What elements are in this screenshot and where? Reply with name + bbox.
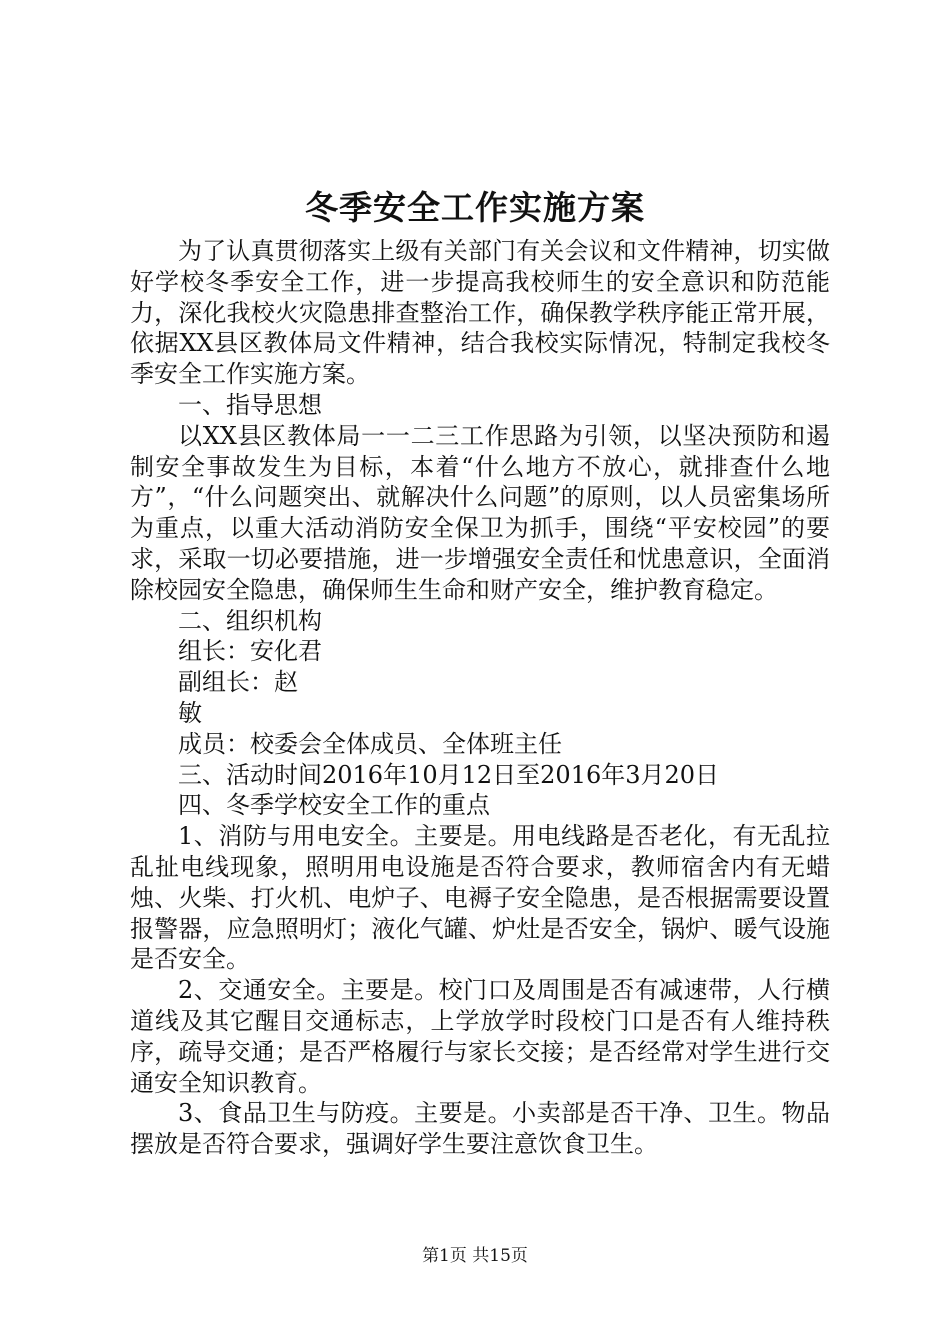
document-body — [130, 236, 830, 1160]
fire-electric-safety-paragraph: 1、消防与用电安全。主要是。用电线路是否老化，有无乱拉乱扯电线现象，照明用电设施是否符合要求，教师宿舍内有无蜡烛、火柴、打火机、电炉子、电褥子安全隐患，是否根据需要设置报警器，应急照明灯；液化气罐、炉灶是否安全，锅炉、暖气设施是否安全。 — [130, 822, 830, 974]
food-hygiene-paragraph: 3、食品卫生与防疫。主要是。小卖部是否干净、卫生。物品摆放是否符合要求，强调好学生要注意饮食卫生。 — [130, 1099, 830, 1159]
traffic-safety-paragraph: 2、交通安全。主要是。校门口及周围是否有减速带，人行横道线及其它醒目交通标志，上学放学时段校门口是否有人维持秩序，疏导交通；是否严格履行与家长交接；是否经常对学生进行交通安全知识教育。 — [130, 976, 830, 1097]
document-title: 冬季安全工作实施方案 — [305, 188, 645, 227]
page-number-footer: 第1页 共15页 — [422, 1246, 528, 1266]
section-heading: 二、组织机构 — [178, 606, 322, 635]
guiding-thought-paragraph: 以XX县区教体局一一二三工作思路为引领，以坚决预防和遏制安全事故发生为目标，本着“什么地方不放心，就排查什么地方”，“什么问题突出、就解决什么问题”的原则，以人员密集场所为重点，以重大活动消防安全保卫为抓手，围绕“平安校园”的要求，采取一切必要措施，进一步增强安全责任和忧患意识，全面消除校园安全隐患，确保师生生命和财产安全，维护教育稳定。 — [130, 421, 830, 604]
section-heading: 三、活动时间2016年10月12日至2016年3月20日 — [178, 760, 720, 789]
team-leader-line: 组长：安化君 — [178, 637, 322, 666]
deputy-leader-name-continuation: 敏 — [178, 698, 202, 727]
intro-paragraph: 为了认真贯彻落实上级有关部门有关会议和文件精神，切实做好学校冬季安全工作，进一步提高我校师生的安全意识和防范能力，深化我校火灾隐患排查整治工作，确保教学秩序能正常开展，依据XX县区教体局文件精神，结合我校实际情况，特制定我校冬季安全工作实施方案。 — [130, 237, 830, 389]
deputy-leader-line: 副组长：赵 — [178, 668, 298, 697]
section-heading: 四、冬季学校安全工作的重点 — [178, 791, 490, 820]
section-heading: 一、指导思想 — [178, 390, 322, 419]
members-line: 成员：校委会全体成员、全体班主任 — [178, 729, 562, 758]
